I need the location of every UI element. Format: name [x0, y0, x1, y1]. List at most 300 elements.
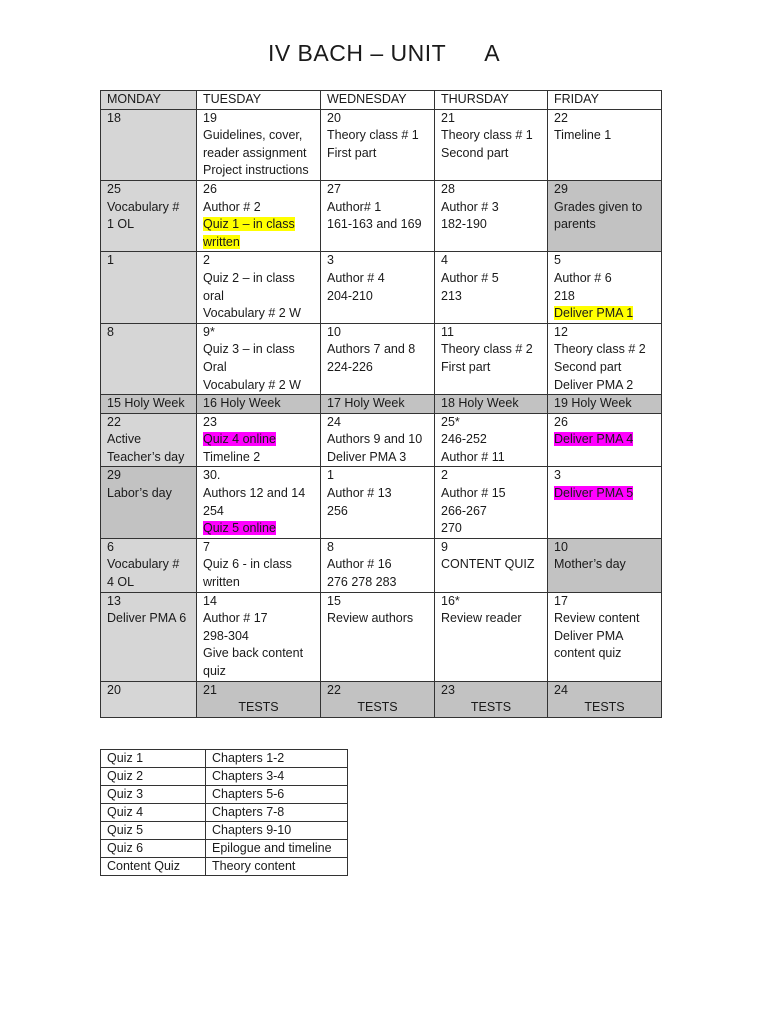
entry-text: 17 — [554, 593, 568, 608]
day-entry — [441, 270, 547, 288]
day-entry — [203, 628, 320, 646]
entry-text: Author # 17 — [203, 611, 268, 626]
day-entry — [203, 449, 320, 467]
quiz-row — [101, 804, 348, 822]
entry-text: Second part — [441, 145, 509, 160]
entry-text: Teacher’s day — [107, 449, 185, 464]
calendar-week-row — [101, 592, 662, 681]
entry-text: Author# 1 — [327, 199, 382, 214]
day-cell-tuesday — [197, 252, 321, 323]
day-cell-friday — [548, 467, 662, 538]
day-cell-tuesday — [197, 180, 321, 251]
day-entry — [327, 359, 434, 377]
day-cell-tuesday — [197, 681, 321, 717]
entry-text: Timeline 2 — [203, 449, 261, 464]
entry-text: 27 — [327, 181, 341, 196]
day-entry — [554, 699, 661, 717]
quiz-chapters: Theory content — [206, 858, 348, 876]
entry-text: Quiz 6 - in class — [203, 557, 292, 572]
day-number — [441, 324, 547, 342]
day-number — [554, 539, 661, 557]
highlighted-text: Quiz 1 – in class — [203, 217, 295, 232]
entry-text: Vocabulary # — [107, 199, 180, 214]
day-number — [327, 539, 434, 557]
quiz-row — [101, 786, 348, 804]
day-entry — [554, 216, 661, 234]
day-entry — [203, 199, 320, 217]
day-entry — [327, 574, 434, 592]
entry-text: quiz — [203, 664, 226, 678]
entry-text: 19 Holy Week — [554, 396, 632, 411]
entry-text: Mother’s day — [554, 557, 626, 572]
day-number — [327, 593, 434, 611]
entry-text: 23 — [203, 414, 217, 429]
day-number — [203, 181, 320, 199]
day-entry — [203, 270, 320, 288]
quiz-name: Quiz 2 — [101, 768, 206, 786]
entry-text: Second part — [554, 359, 622, 374]
entry-text: Author # 3 — [441, 199, 499, 214]
day-entry — [107, 485, 196, 503]
day-entry — [327, 127, 434, 145]
title-unit-letter: A — [484, 40, 501, 66]
day-number — [107, 467, 196, 485]
day-entry — [441, 485, 547, 503]
entry-text: written — [203, 575, 240, 590]
day-number — [107, 252, 196, 270]
quiz-chapters: Chapters 1-2 — [206, 750, 348, 768]
day-entry — [441, 288, 547, 306]
entry-text: Theory class # 1 — [327, 128, 419, 143]
day-entry — [327, 199, 434, 217]
day-entry — [441, 127, 547, 145]
day-number — [441, 181, 547, 199]
entry-text: 26 — [203, 181, 217, 196]
entry-text: 23 — [441, 682, 455, 697]
entry-text: 22 — [327, 682, 341, 697]
entry-text: Active — [107, 432, 142, 447]
day-entry — [441, 699, 547, 717]
day-entry — [107, 556, 196, 574]
day-number — [554, 593, 661, 611]
entry-text: Give back content — [203, 646, 304, 661]
day-cell-tuesday — [197, 467, 321, 538]
day-entry — [203, 431, 320, 449]
highlighted-text: Quiz 4 online — [203, 432, 276, 447]
day-entry — [107, 431, 196, 449]
day-number — [441, 593, 547, 611]
quiz-chapters: Chapters 9-10 — [206, 822, 348, 840]
day-entry — [203, 305, 320, 323]
entry-text: Author # 6 — [554, 270, 612, 285]
day-number — [203, 110, 320, 128]
entry-text: TESTS — [584, 700, 625, 715]
entry-text: 16* — [441, 593, 460, 608]
highlighted-text: Deliver PMA 1 — [554, 306, 634, 321]
day-number — [554, 181, 661, 199]
day-entry — [441, 216, 547, 234]
entry-text: 22 — [107, 414, 121, 429]
day-entry — [327, 145, 434, 163]
day-cell-monday — [101, 413, 197, 467]
entry-text: Authors 7 and 8 — [327, 342, 416, 357]
day-entry — [441, 431, 547, 449]
day-number — [327, 414, 434, 432]
quiz-chapters: Chapters 3-4 — [206, 768, 348, 786]
entry-text: 204-210 — [327, 288, 373, 303]
entry-text: reader assignment — [203, 145, 307, 160]
entry-text: Vocabulary # — [107, 557, 180, 572]
entry-text: Authors 9 and 10 — [327, 432, 423, 447]
day-entry — [107, 216, 196, 234]
day-entry — [327, 485, 434, 503]
day-number — [203, 395, 320, 413]
day-entry — [203, 234, 320, 252]
entry-text: 18 Holy Week — [441, 396, 519, 411]
entry-text: 1 OL — [107, 217, 135, 232]
day-cell-thursday — [435, 323, 548, 394]
entry-text: First part — [327, 145, 377, 160]
day-entry — [554, 270, 661, 288]
calendar-week-row — [101, 413, 662, 467]
calendar-week-row — [101, 323, 662, 394]
day-entry — [554, 628, 661, 646]
calendar-week-row — [101, 395, 662, 414]
day-entry — [203, 359, 320, 377]
day-cell-thursday — [435, 109, 548, 180]
day-entry — [441, 610, 547, 628]
day-number — [107, 181, 196, 199]
entry-text: 24 — [554, 682, 568, 697]
entry-text: 246-252 — [441, 432, 487, 447]
quiz-chapters: Epilogue and timeline — [206, 840, 348, 858]
day-number — [441, 110, 547, 128]
entry-text: Vocabulary # 2 W — [203, 306, 301, 321]
entry-text: 213 — [441, 288, 462, 303]
entry-text: 10 — [554, 539, 568, 554]
entry-text: 20 — [327, 110, 341, 125]
day-number — [327, 252, 434, 270]
entry-text: Project instructions — [203, 163, 309, 178]
day-cell-wednesday — [321, 681, 435, 717]
day-entry — [554, 485, 661, 503]
entry-text: 29 — [554, 181, 568, 196]
entry-text: 218 — [554, 288, 575, 303]
day-entry — [203, 699, 320, 717]
day-entry — [203, 341, 320, 359]
entry-text: 25* — [441, 414, 460, 429]
day-number — [327, 110, 434, 128]
entry-text: 26 — [554, 414, 568, 429]
day-number — [441, 414, 547, 432]
day-cell-monday — [101, 323, 197, 394]
day-cell-wednesday — [321, 538, 435, 592]
quiz-name: Quiz 3 — [101, 786, 206, 804]
day-cell-friday — [548, 109, 662, 180]
entry-text: 15 Holy Week — [107, 396, 185, 411]
day-number — [441, 539, 547, 557]
day-entry — [107, 449, 196, 467]
day-entry — [203, 377, 320, 395]
quiz-name: Quiz 4 — [101, 804, 206, 822]
day-entry — [554, 377, 661, 395]
day-cell-wednesday — [321, 109, 435, 180]
day-number — [554, 467, 661, 485]
calendar-header-row — [101, 91, 662, 110]
day-cell-monday — [101, 180, 197, 251]
day-number — [203, 252, 320, 270]
quiz-chapters-body — [101, 750, 348, 876]
entry-text: 11 — [441, 324, 454, 339]
day-cell-monday — [101, 467, 197, 538]
day-entry — [441, 556, 547, 574]
entry-text: TESTS — [357, 700, 398, 715]
entry-text: 13 — [107, 593, 121, 608]
day-number — [327, 467, 434, 485]
entry-text: 12 — [554, 324, 568, 339]
day-cell-thursday — [435, 538, 548, 592]
day-number — [554, 414, 661, 432]
day-cell-monday — [101, 538, 197, 592]
entry-text: 18 — [107, 110, 121, 125]
calendar-body — [101, 91, 662, 718]
day-number — [203, 682, 320, 700]
quiz-name: Quiz 6 — [101, 840, 206, 858]
entry-text: 298-304 — [203, 628, 249, 643]
day-number — [327, 324, 434, 342]
day-number — [203, 593, 320, 611]
day-entry — [107, 574, 196, 592]
day-entry — [441, 503, 547, 521]
entry-text: Deliver PMA 2 — [554, 377, 634, 392]
quiz-row — [101, 822, 348, 840]
entry-text: 2 — [441, 468, 448, 483]
day-number — [203, 467, 320, 485]
day-cell-wednesday — [321, 467, 435, 538]
entry-text: 182-190 — [441, 217, 487, 232]
entry-text: First part — [441, 359, 491, 374]
highlighted-text: written — [203, 234, 240, 249]
day-entry — [327, 610, 434, 628]
day-number — [107, 395, 196, 413]
day-entry — [203, 145, 320, 163]
day-cell-monday — [101, 252, 197, 323]
entry-text: Author # 5 — [441, 270, 499, 285]
day-number — [203, 324, 320, 342]
page-title — [0, 40, 768, 67]
entry-text: 9* — [203, 324, 215, 339]
day-entry — [203, 556, 320, 574]
day-entry — [554, 645, 661, 663]
entry-text: 224-226 — [327, 359, 373, 374]
day-cell-wednesday — [321, 252, 435, 323]
header-tuesday: TUESDAY — [197, 91, 321, 110]
day-cell-tuesday — [197, 395, 321, 414]
entry-text: 21 — [441, 110, 455, 125]
entry-text: 266-267 — [441, 503, 487, 518]
entry-text: 5 — [554, 253, 561, 268]
entry-text: 14 — [203, 593, 217, 608]
quiz-row — [101, 858, 348, 876]
header-thursday: THURSDAY — [435, 91, 548, 110]
day-entry — [554, 556, 661, 574]
entry-text: Author # 4 — [327, 270, 385, 285]
entry-text: 7 — [203, 539, 210, 554]
entry-text: 4 OL — [107, 575, 135, 590]
entry-text: Author # 11 — [441, 449, 505, 464]
day-entry — [327, 556, 434, 574]
entry-text: 24 — [327, 414, 341, 429]
entry-text: 1 — [327, 468, 334, 483]
entry-text: 22 — [554, 110, 568, 125]
quiz-name: Content Quiz — [101, 858, 206, 876]
entry-text: 1 — [107, 253, 114, 268]
entry-text: 256 — [327, 503, 348, 518]
day-cell-monday — [101, 592, 197, 681]
entry-text: parents — [554, 217, 596, 232]
day-number — [554, 682, 661, 700]
entry-text: Guidelines, cover, — [203, 128, 303, 143]
entry-text: Labor’s day — [107, 486, 172, 501]
day-cell-thursday — [435, 395, 548, 414]
day-cell-wednesday — [321, 323, 435, 394]
day-cell-thursday — [435, 252, 548, 323]
day-cell-tuesday — [197, 538, 321, 592]
entry-text: 276 278 283 — [327, 575, 397, 590]
day-entry — [554, 359, 661, 377]
quiz-chapters-table — [100, 749, 348, 876]
entry-text: 19 — [203, 110, 217, 125]
entry-text: 17 Holy Week — [327, 396, 405, 411]
day-number — [107, 539, 196, 557]
entry-text: Author # 13 — [327, 486, 392, 501]
calendar-week-row — [101, 252, 662, 323]
entry-text: Vocabulary # 2 W — [203, 377, 301, 392]
entry-text: 9 — [441, 539, 448, 554]
day-number — [441, 395, 547, 413]
entry-text: 15 — [327, 593, 341, 608]
day-entry — [203, 127, 320, 145]
day-entry — [203, 610, 320, 628]
entry-text: oral — [203, 288, 224, 303]
day-cell-monday — [101, 681, 197, 717]
entry-text: Review content — [554, 611, 640, 626]
day-cell-tuesday — [197, 592, 321, 681]
day-cell-wednesday — [321, 395, 435, 414]
day-entry — [327, 341, 434, 359]
entry-text: 29 — [107, 468, 121, 483]
day-entry — [554, 341, 661, 359]
entry-text: CONTENT QUIZ — [441, 557, 535, 572]
entry-text: Quiz 3 – in class — [203, 342, 295, 357]
day-entry — [441, 145, 547, 163]
day-entry — [327, 699, 434, 717]
day-entry — [203, 288, 320, 306]
entry-text: 8 — [107, 324, 114, 339]
quiz-row — [101, 768, 348, 786]
entry-text: 254 — [203, 503, 224, 518]
entry-text: Authors 12 and 14 — [203, 486, 306, 501]
entry-text: Review authors — [327, 611, 414, 626]
day-entry — [327, 216, 434, 234]
day-cell-thursday — [435, 592, 548, 681]
day-number — [327, 181, 434, 199]
header-wednesday: WEDNESDAY — [321, 91, 435, 110]
day-entry — [554, 127, 661, 145]
day-entry — [107, 199, 196, 217]
day-cell-tuesday — [197, 109, 321, 180]
day-cell-monday — [101, 109, 197, 180]
day-cell-tuesday — [197, 413, 321, 467]
entry-text: TESTS — [470, 700, 512, 715]
day-entry — [554, 610, 661, 628]
day-number — [441, 467, 547, 485]
entry-text: Theory class # 1 — [441, 128, 533, 143]
day-number — [203, 414, 320, 432]
entry-text: 30. — [203, 468, 221, 483]
day-number — [441, 682, 547, 700]
entry-text: 2 — [203, 253, 210, 268]
day-entry — [203, 663, 320, 681]
entry-text: 16 Holy Week — [203, 396, 281, 411]
day-cell-monday — [101, 395, 197, 414]
day-cell-friday — [548, 538, 662, 592]
calendar-week-row — [101, 681, 662, 717]
day-entry — [203, 503, 320, 521]
highlighted-text: Deliver PMA 5 — [554, 486, 634, 501]
day-entry — [441, 520, 547, 538]
day-number — [107, 110, 196, 128]
schedule-calendar-table — [100, 90, 662, 718]
day-cell-friday — [548, 681, 662, 717]
entry-text: 270 — [441, 521, 462, 536]
day-entry — [554, 305, 661, 323]
entry-text: 8 — [327, 539, 334, 554]
day-cell-thursday — [435, 180, 548, 251]
header-friday: FRIDAY — [548, 91, 662, 110]
entry-text: 28 — [441, 181, 455, 196]
day-cell-thursday — [435, 681, 548, 717]
day-entry — [327, 449, 434, 467]
day-number — [107, 682, 196, 700]
day-entry — [327, 503, 434, 521]
day-entry — [327, 288, 434, 306]
day-number — [441, 252, 547, 270]
day-cell-wednesday — [321, 413, 435, 467]
quiz-name: Quiz 5 — [101, 822, 206, 840]
entry-text: 3 — [554, 468, 561, 483]
entry-text: 161-163 and 169 — [327, 217, 422, 232]
day-cell-friday — [548, 323, 662, 394]
day-cell-friday — [548, 180, 662, 251]
entry-text: 6 — [107, 539, 114, 554]
day-cell-friday — [548, 413, 662, 467]
highlighted-text: Quiz 5 online — [203, 521, 276, 536]
entry-text: Oral — [203, 359, 227, 374]
entry-text: content quiz — [554, 646, 622, 661]
day-number — [554, 110, 661, 128]
day-entry — [554, 199, 661, 217]
entry-text: 10 — [327, 324, 341, 339]
day-entry — [203, 520, 320, 538]
calendar-week-row — [101, 538, 662, 592]
entry-text: Grades given to — [554, 199, 643, 214]
day-number — [554, 324, 661, 342]
day-entry — [441, 359, 547, 377]
day-cell-tuesday — [197, 323, 321, 394]
day-cell-friday — [548, 592, 662, 681]
entry-text: Deliver PMA — [554, 628, 624, 643]
